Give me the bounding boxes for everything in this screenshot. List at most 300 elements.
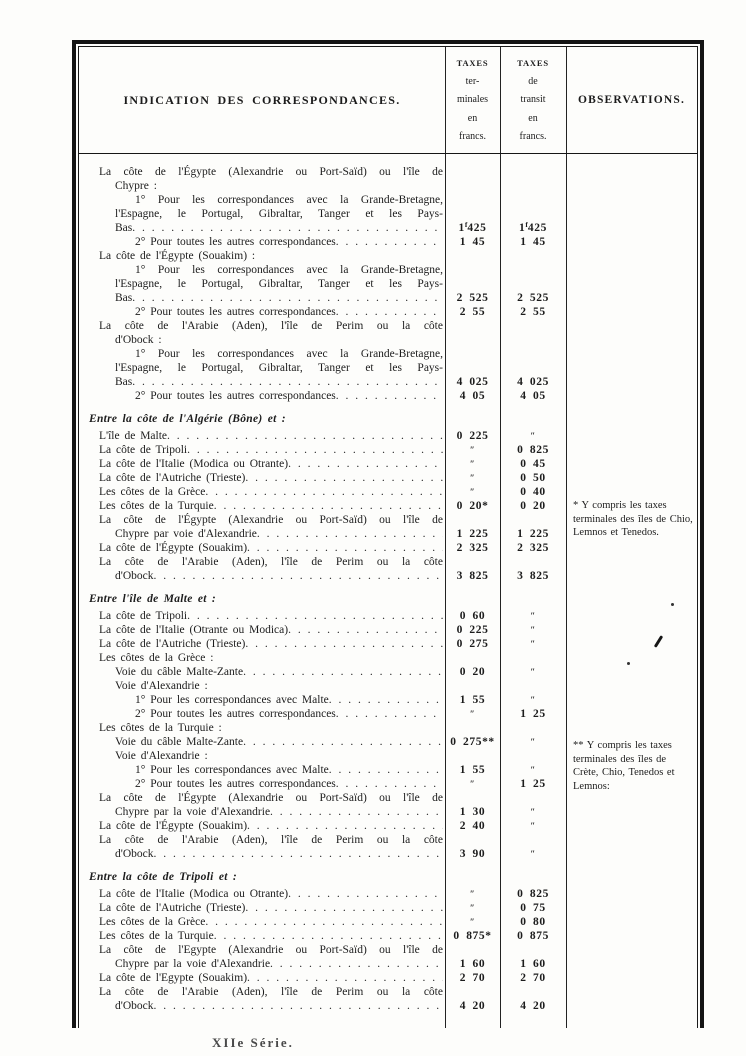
taxe-transit-value: 4 05 [520,390,546,402]
table-row [79,319,697,347]
taxe-transit-value: 0 50 [520,472,546,484]
dot-leader [245,471,443,485]
row-label [79,971,445,985]
dot-leader [247,971,443,985]
ink-speck [627,662,630,665]
row-label [79,471,445,485]
row-label [79,305,445,319]
table-row [79,707,697,721]
label-text: Chypre par la voie d'Alexandrie [115,806,271,818]
label-text: Les côtes de la Grèce [99,916,206,928]
table-section [79,165,697,403]
label-text: Chypre par voie d'Alexandrie [115,528,257,540]
taxe-terminale-value: 0 875* [453,930,492,942]
label-line [79,389,443,403]
table-row [79,389,697,403]
row-label [79,651,445,665]
row-label [79,193,445,235]
taxe-terminale-value: 1 55 [459,694,486,706]
taxe-terminale-value: 2 325 [456,542,489,554]
label-line [79,305,443,319]
label-line [79,707,443,721]
table-row [79,943,697,971]
taxe-terminale-value: 4 025 [456,376,489,388]
label-text: 2° Pour toutes les autres correspondances [135,390,336,402]
taxe-transit-value: 2 525 [517,292,549,304]
label-text: Voie d'Alexandrie : [115,680,208,692]
label-line [79,555,443,569]
dot-leader [243,735,443,749]
label-text: L'île de Malte [99,430,168,442]
label-line [79,541,443,555]
label-text: Voie d'Alexandrie : [115,750,208,762]
table-row [79,901,697,915]
header-line: minales [456,94,489,105]
dot-leader [132,375,443,389]
label-text: Bas [115,292,133,304]
table-row [79,651,697,665]
col-observations-label: OBSERVATIONS. [577,94,686,106]
label-line [79,429,443,443]
dot-leader [288,887,443,901]
label-line [79,749,443,763]
row-label [79,693,445,707]
table-row [79,915,697,929]
label-text: Les côtes de la Grèce : [99,652,214,664]
label-line [79,375,443,389]
taxe-terminale-value: ″ [469,779,476,789]
label-line [79,249,443,263]
dot-leader [336,389,443,403]
table-inner-frame [78,46,698,1028]
table-row [79,347,697,389]
table-row [79,165,697,193]
dot-leader [247,541,443,555]
label-line [79,333,443,347]
label-line [79,513,443,527]
taxe-transit-value: 0 875 [517,930,549,942]
taxe-transit-value: 4 025 [517,376,549,388]
label-line [79,291,443,305]
ink-speck [671,603,674,606]
label-text: La côte de Tripoli [99,610,188,622]
row-label [79,389,445,403]
taxe-transit-value: 2 55 [520,306,546,318]
label-line [79,665,443,679]
table-row [79,471,697,485]
taxe-transit-value: 1$^f$425 [519,220,547,234]
row-label [79,679,445,693]
label-line [79,457,443,471]
row-label [79,791,445,819]
row-label [79,457,445,471]
taxe-terminale-value: 1 55 [459,764,486,776]
label-line [79,957,443,971]
row-label [79,735,445,749]
taxe-transit-value: 0 40 [520,486,546,498]
label-text: 2° Pour toutes les autres correspondances [135,236,336,248]
row-label [79,485,445,499]
table-row [79,833,697,861]
row-label [79,943,445,971]
label-line [79,207,443,221]
label-line [79,443,443,457]
taxe-transit-value: 2 325 [517,542,549,554]
label-text: La côte de l'Égypte (Alexandrie ou Port-Saïd) ou l'île de [99,792,443,804]
table-row [79,429,697,443]
label-text: d'Obock [115,848,154,860]
label-line [79,791,443,805]
dot-leader [243,665,443,679]
table-row [79,263,697,305]
taxe-terminale-value: ″ [469,917,476,927]
taxe-transit-value: ″ [530,849,536,859]
taxe-transit-value: ″ [530,431,536,441]
row-label [79,819,445,833]
label-line [79,165,443,179]
row-label [79,901,445,915]
dot-leader [288,457,443,471]
label-line [79,637,443,651]
label-text: La côte de l'Italie (Modica ou Otrante) [99,888,289,900]
row-label [79,513,445,541]
dot-leader [205,485,443,499]
taxe-terminale-value: ″ [469,445,476,455]
table-row [79,971,697,985]
col-taxes-transit-header [500,47,566,153]
row-label [79,665,445,679]
label-text: La côte de l'Arabie (Aden), l'île de Perim ou la côte [99,320,443,332]
note-asterisk: * Y compris les taxes terminales des îles de Chio, Lemnos et Tenedos. [573,500,693,538]
taxe-transit-value: 0 825 [517,888,549,900]
taxe-terminale-value: 2 525 [456,292,489,304]
label-text: Bas [115,222,133,234]
label-line [79,763,443,777]
row-label [79,347,445,389]
table-row [79,887,697,901]
col-correspondances-label: INDICATION DES CORRESPONDANCES. [123,93,401,107]
label-text: La côte de l'Autriche (Trieste) [99,472,246,484]
dot-leader [245,901,443,915]
taxe-transit-value: 2 70 [520,972,546,984]
row-label [79,429,445,443]
label-text: 1° Pour les correspondances avec Malte [135,764,329,776]
table-row [79,541,697,555]
label-line [79,833,443,847]
label-text: Voie du câble Malte-Zante [115,666,244,678]
dot-leader [270,957,443,971]
label-line [79,277,443,291]
label-line [79,915,443,929]
taxe-transit-value: 0 20 [520,500,546,512]
label-line [79,651,443,665]
label-text: La côte de l'Arabie (Aden), l'île de Perim ou la côte [99,556,443,568]
table-row [79,665,697,679]
label-text: La côte de l'Égypte (Souakim) [99,820,248,832]
col-taxes-terminales-header [445,47,500,153]
taxe-transit-value: 1 25 [520,778,546,790]
label-text: La côte de l'Égypte (Alexandrie ou Port-Saïd) ou l'île de [99,166,443,178]
label-text: 2° Pour toutes les autres correspondances [135,778,336,790]
taxe-terminale-value: ″ [469,709,476,719]
label-line [79,943,443,957]
label-text: d'Obock [115,1000,154,1012]
taxe-transit-value: ″ [530,695,536,705]
label-line [79,693,443,707]
label-text: La côte de l'Égypte (Alexandrie ou Port-Saïd) ou l'île de [99,514,443,526]
dot-leader [336,235,443,249]
label-text: l'Espagne, le Portugal, Gibraltar, Tanger et les Pays- [115,208,443,220]
table-body [79,154,697,1013]
taxe-transit-value: ″ [530,737,536,747]
label-line [79,819,443,833]
label-line [79,499,443,513]
row-label [79,929,445,943]
label-line [79,179,443,193]
taxe-terminale-value: 0 20 [459,666,486,678]
dot-leader [257,527,443,541]
label-line [79,235,443,249]
table-section [79,870,697,1013]
label-text: 1° Pour les correspondances avec la Grande-Bretagne, [135,348,443,360]
table-section [79,412,697,583]
header-line: TAXES [517,58,549,68]
label-text: Les côtes de la Turquie [99,500,214,512]
table-row [79,637,697,651]
taxe-transit-value: 0 75 [520,902,546,914]
taxe-terminale-value: 1$^f$425 [458,220,487,234]
header-line: en [528,112,538,124]
header-line: en [467,112,478,124]
dot-leader [153,847,443,861]
taxe-transit-value: ″ [530,667,536,677]
table-header [79,47,697,154]
label-line [79,887,443,901]
table-row [79,693,697,707]
taxe-transit-value: ″ [530,611,536,621]
table-row [79,457,697,471]
table-row [79,235,697,249]
label-text: Chypre par la voie d'Alexandrie [115,958,271,970]
label-text: Les côtes de la Turquie [99,930,214,942]
taxe-terminale-value: 1 225 [456,528,489,540]
taxe-terminale-value: ″ [469,473,476,483]
dot-leader [153,569,443,583]
taxe-terminale-value: ″ [469,889,476,899]
taxe-terminale-value: 2 40 [459,820,486,832]
row-label [79,985,445,1013]
taxe-transit-value: ″ [530,765,536,775]
dot-leader [132,291,443,305]
row-label [79,623,445,637]
label-text: La côte de l'Italie (Modica ou Otrante) [99,458,289,470]
label-text: Les côtes de la Turquie : [99,722,222,734]
table-row [79,555,697,583]
dot-leader [336,707,443,721]
label-text: La côte de l'Égypte (Souakim) [99,542,248,554]
label-line [79,471,443,485]
table-row [79,791,697,819]
table-row [79,305,697,319]
row-label [79,555,445,583]
table-row [79,623,697,637]
row-label [79,707,445,721]
label-text: l'Espagne, le Portugal, Gibraltar, Tanger et les Pays- [115,362,443,374]
row-label [79,165,445,193]
label-line [79,847,443,861]
taxe-terminale-value: 4 20 [459,1000,486,1012]
table-row [79,609,697,623]
taxe-terminale-value: 0 225 [456,430,489,442]
taxe-terminale-value: 0 20* [456,500,489,512]
header-line: transit [520,94,546,105]
taxe-terminale-value: 2 70 [459,972,486,984]
label-text: La côte de l'Autriche (Trieste) [99,638,246,650]
label-text: Chypre : [115,180,157,192]
table-row [79,249,697,263]
row-label [79,915,445,929]
table-section [79,592,697,861]
label-line [79,319,443,333]
row-label [79,499,445,513]
label-text: 1° Pour les correspondances avec la Grande-Bretagne, [135,194,443,206]
taxe-transit-value: ″ [530,821,536,831]
taxe-terminale-value: 0 225 [456,624,489,636]
taxe-transit-value: 0 45 [520,458,546,470]
taxe-terminale-value: 0 60 [459,610,486,622]
dot-leader [247,819,443,833]
section-title: Entre l'île de Malte et : [89,593,217,605]
label-text: Les côtes de la Grèce [99,486,206,498]
dot-leader [205,915,443,929]
taxe-terminale-value: ″ [469,459,476,469]
row-label [79,443,445,457]
label-text: La côte de l'Italie (Otrante ou Modica) [99,624,289,636]
dot-leader [214,929,443,943]
label-line [79,901,443,915]
row-label [79,749,445,763]
dot-leader [329,693,443,707]
col-observations-header [566,47,697,153]
taxe-terminale-value: 4 05 [459,390,486,402]
dot-leader [187,443,443,457]
table-row [79,929,697,943]
label-text: La côte de Tripoli [99,444,188,456]
label-text: La côte de l'Égypte (Souakim) : [99,250,256,262]
dot-leader [187,609,443,623]
label-text: 1° Pour les correspondances avec la Grande-Bretagne, [135,264,443,276]
label-text: La côte de l'Egypte (Alexandrie ou Port-Saïd) ou l'île de [99,944,443,956]
dot-leader [270,805,443,819]
footer-fragment: XIIe Série. [212,1036,294,1050]
table-frame [72,40,704,1028]
taxe-terminale-value: 1 45 [459,236,486,248]
label-text: La côte de l'Autriche (Trieste) [99,902,246,914]
label-text: Voie du câble Malte-Zante [115,736,244,748]
col-correspondances-header [79,47,445,153]
taxe-terminale-value: ″ [469,487,476,497]
label-text: 2° Pour toutes les autres correspondances [135,708,336,720]
taxe-transit-value: 0 80 [520,916,546,928]
row-label [79,721,445,735]
dot-leader [336,777,443,791]
dot-leader [329,763,443,777]
header-line: ter- [465,75,480,87]
label-line [79,679,443,693]
taxe-transit-value: 1 25 [520,708,546,720]
label-text: d'Obock [115,570,154,582]
label-text: d'Obock : [115,334,162,346]
label-line [79,347,443,361]
label-line [79,527,443,541]
taxe-terminale-value: 1 30 [459,806,486,818]
label-text: l'Espagne, le Portugal, Gibraltar, Tanger et les Pays- [115,278,443,290]
section-title: Entre la côte de Tripoli et : [89,871,238,883]
label-text: La côte de l'Arabie (Aden), l'île de Perim ou la côte [99,834,443,846]
row-label [79,637,445,651]
row-label [79,833,445,861]
row-label [79,263,445,305]
table-row [79,679,697,693]
taxe-terminale-value: 0 275** [450,736,495,748]
label-line [79,777,443,791]
row-label [79,541,445,555]
taxe-terminale-value: 0 275 [456,638,489,650]
row-label [79,235,445,249]
table-row [79,985,697,1013]
taxe-transit-value: 1 60 [520,958,546,970]
label-line [79,735,443,749]
taxe-transit-value: ″ [530,639,536,649]
label-text: Bas [115,376,133,388]
label-line [79,929,443,943]
header-line: TAXES [456,58,489,68]
table-row [79,819,697,833]
table-row [79,485,697,499]
note-double-asterisk: ** Y compris les taxes terminales des îles de Crète, Chio, Tenedos et Lemnos: [573,740,675,792]
taxe-transit-value: 4 20 [520,1000,546,1012]
row-label [79,887,445,901]
table-row [79,443,697,457]
label-line [79,999,443,1013]
header-line: francs. [459,131,486,142]
label-text: La côte de l'Egypte (Souakim) [99,972,248,984]
label-line [79,805,443,819]
label-text: 1° Pour les correspondances avec Malte [135,694,329,706]
dot-leader [245,637,443,651]
dot-leader [336,305,443,319]
taxe-transit-value: 1 225 [517,528,549,540]
taxe-terminale-value: 3 90 [459,848,486,860]
label-text: 2° Pour toutes les autres correspondances [135,306,336,318]
label-line [79,971,443,985]
label-line [79,609,443,623]
label-line [79,221,443,235]
dot-leader [132,221,443,235]
dot-leader [288,623,443,637]
label-line [79,361,443,375]
label-line [79,985,443,999]
taxe-terminale-value: 3 825 [456,570,489,582]
taxe-transit-value: ″ [530,807,536,817]
taxe-transit-value: 3 825 [517,570,549,582]
row-label [79,609,445,623]
label-line [79,623,443,637]
taxe-transit-value: 0 825 [517,444,549,456]
label-line [79,485,443,499]
dot-leader [214,499,443,513]
table-row [79,721,697,735]
